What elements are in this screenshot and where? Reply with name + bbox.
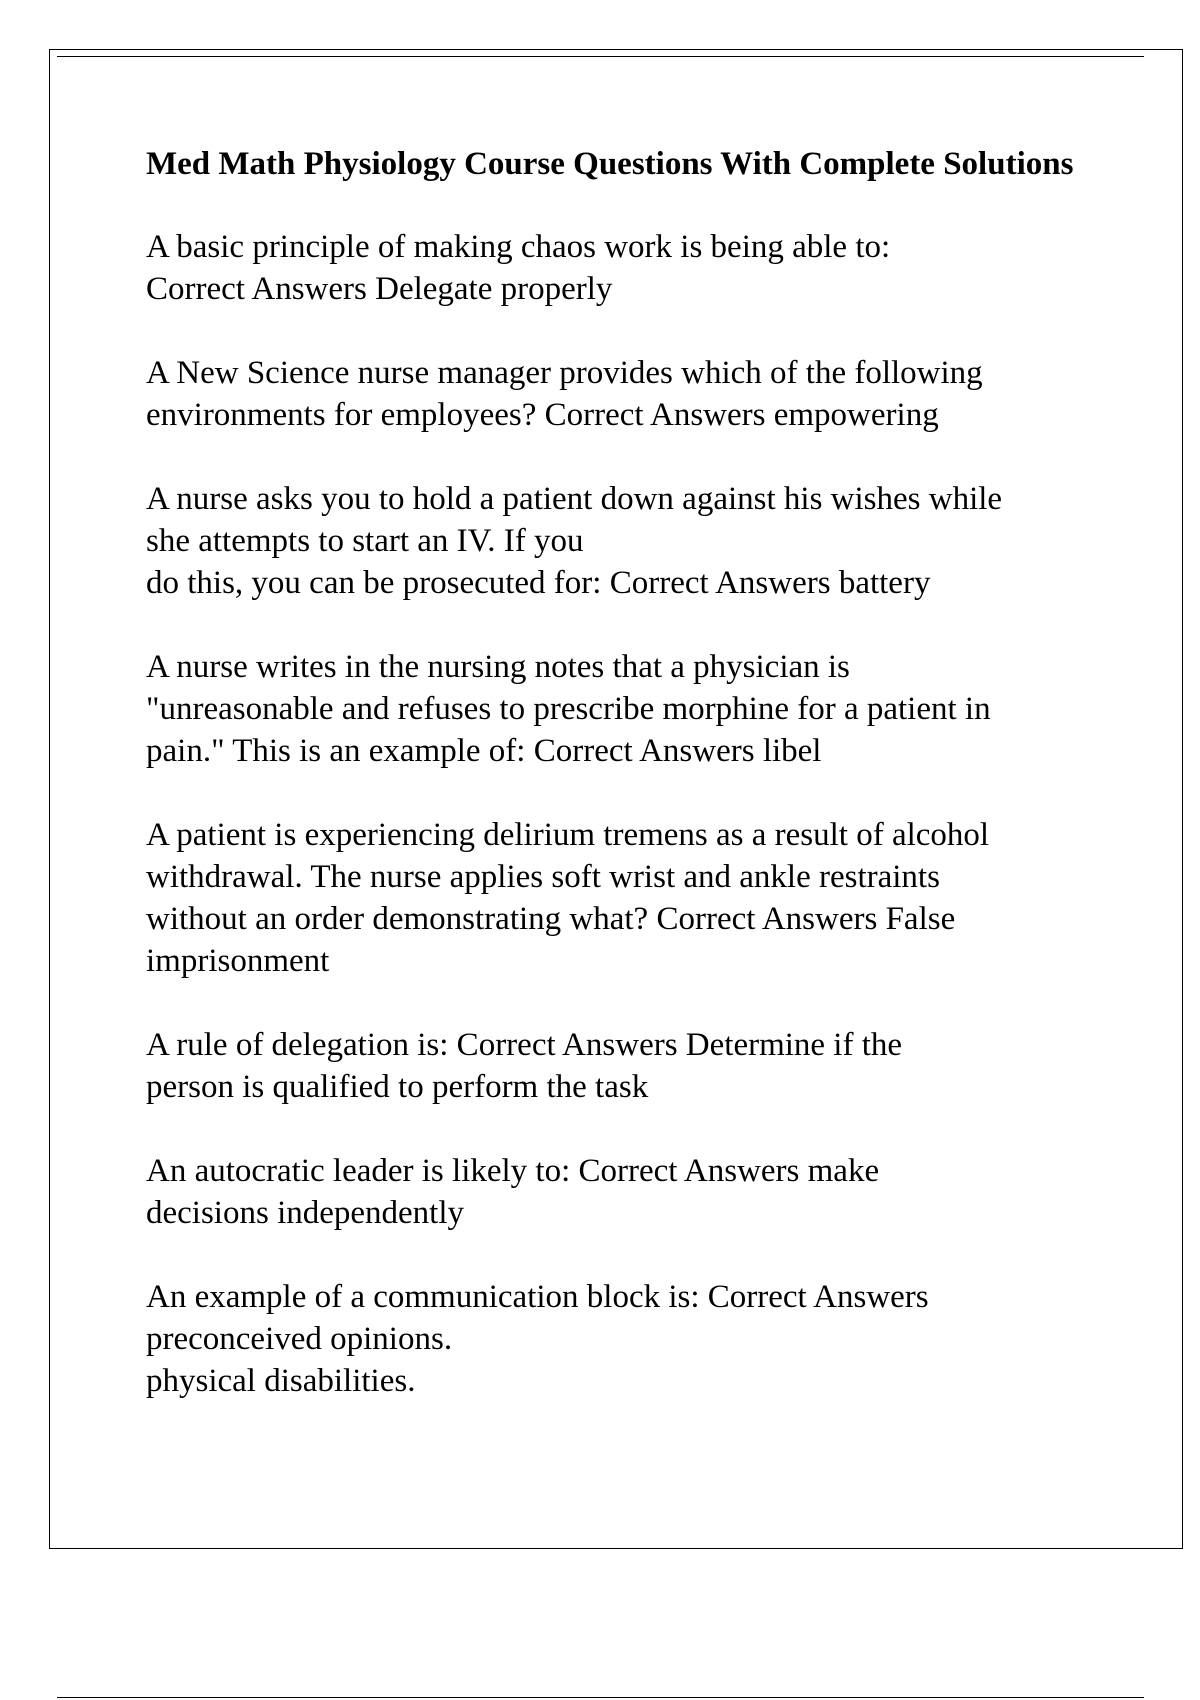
document-title: Med Math Physiology Course Questions With Complete Solutions bbox=[146, 146, 1074, 182]
qa-entry-3: A nurse asks you to hold a patient down against his wishes while she attempts to start an IV. If you do this, you can be prosecuted for: Correct Answers battery bbox=[146, 481, 1003, 601]
qa-entry-6: A rule of delegation is: Correct Answers Determine if the person is qualified to perform the task bbox=[146, 1027, 903, 1105]
qa-entry-4: A nurse writes in the nursing notes that a physician is "unreasonable and refuses to prescribe morphine for a patient in pain." This is an example of: Correct Answers libel bbox=[146, 649, 991, 769]
document-body bbox=[146, 143, 1106, 1444]
header-rule bbox=[57, 56, 1144, 57]
qa-entry-7: An autocratic leader is likely to: Correct Answers make decisions independently bbox=[146, 1153, 880, 1231]
qa-entry-8: An example of a communication block is: Correct Answers preconceived opinions. physical disabilities. bbox=[146, 1279, 929, 1399]
qa-entry-1: A basic principle of making chaos work is being able to: Correct Answers Delegate properly bbox=[146, 229, 891, 307]
footer-rule bbox=[57, 1697, 1144, 1698]
qa-entry-5: A patient is experiencing delirium tremens as a result of alcohol withdrawal. The nurse applies soft wrist and ankle restraints without an order demonstrating what? Correct Answers False imprisonment bbox=[146, 817, 990, 979]
qa-entry-2: A New Science nurse manager provides which of the following environments for employees? Correct Answers empowering bbox=[146, 355, 983, 433]
